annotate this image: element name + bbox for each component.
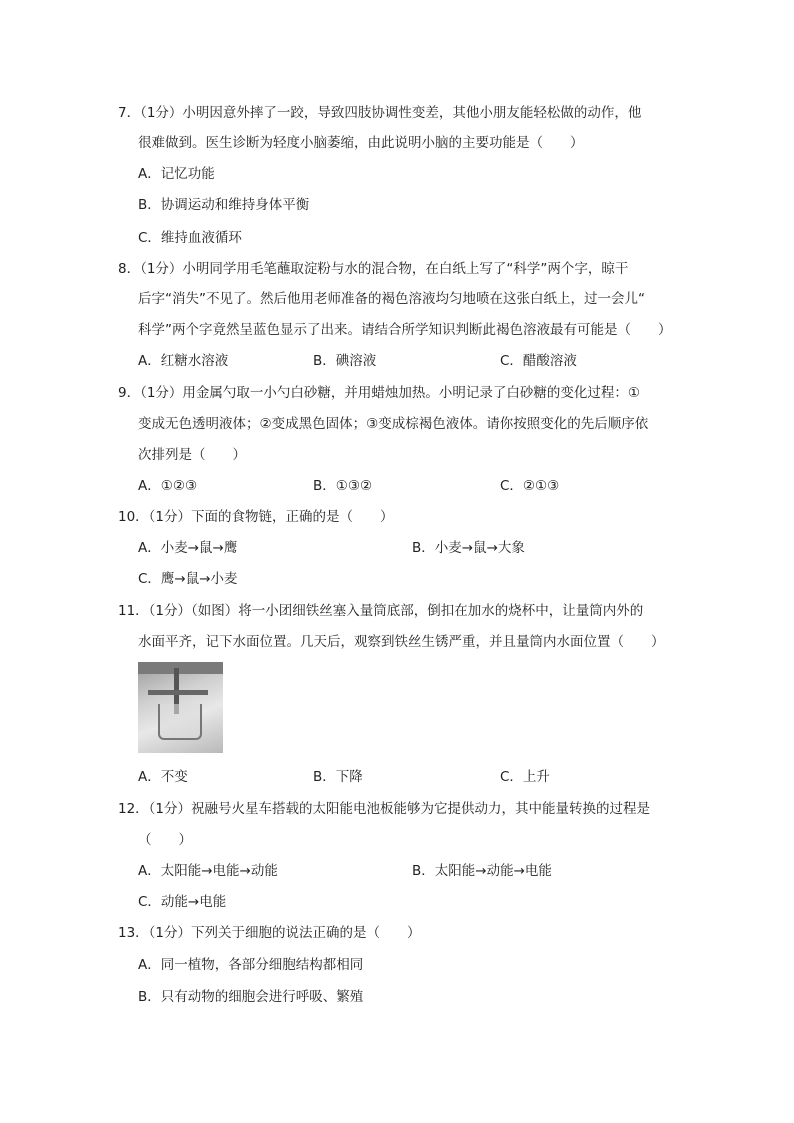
q12-option-c: C．动能→电能 xyxy=(138,894,227,910)
q7-stem-line1: 7．（1分）小明因意外摔了一跤，导致四肢协调性变差，其他小朋友能轻松做的动作，他 xyxy=(118,105,642,121)
q9-stem-line3: 次排列是（ ） xyxy=(138,447,246,463)
q13-option-b: B．只有动物的细胞会进行呼吸、繁殖 xyxy=(138,989,364,1005)
q11-option-a: A．不变 xyxy=(138,769,188,785)
q7-stem-line2: 很难做到。医生诊断为轻度小脑萎缩，由此说明小脑的主要功能是（ ） xyxy=(138,135,584,151)
q8-option-c: C．醋酸溶液 xyxy=(500,353,577,369)
q8-stem-line1: 8．（1分）小明同学用毛笔蘸取淀粉与水的混合物，在白纸上写了“科学”两个字，晾干 xyxy=(118,261,629,277)
q10-stem-line1: 10．（1分）下面的食物链，正确的是（ ） xyxy=(118,509,394,525)
q8-option-a: A．红糖水溶液 xyxy=(138,353,229,369)
q11-stem-line1: 11．（1分）（如图）将一小团细铁丝塞入量筒底部，倒扣在加水的烧杯中，让量筒内外的 xyxy=(118,603,644,619)
q9-option-b: B．①③② xyxy=(313,478,373,494)
q7-option-c: C．维持血液循环 xyxy=(138,230,242,246)
q12-option-a: A．太阳能→电能→动能 xyxy=(138,863,278,879)
q7-option-b: B．协调运动和维持身体平衡 xyxy=(138,197,310,213)
q9-option-c: C．②①③ xyxy=(500,478,560,494)
q12-stem-line2: （ ） xyxy=(138,832,192,848)
photo-background xyxy=(138,662,223,674)
q12-stem-line1: 12．（1分）祝融号火星车搭载的太阳能电池板能够为它提供动力，其中能量转换的过程是 xyxy=(118,801,651,817)
q8-stem-line3: 科学”两个字竟然呈蓝色显示了出来。请结合所学知识判断此褐色溶液最有可能是（ ） xyxy=(138,322,672,338)
q11-stem-line2: 水面平齐，记下水面位置。几天后，观察到铁丝生锈严重，并且量筒内水面位置（ ） xyxy=(138,634,665,650)
q8-option-b: B．碘溶液 xyxy=(313,353,377,369)
q10-option-a: A．小麦→鼠→鹰 xyxy=(138,540,238,556)
q9-option-a: A．①②③ xyxy=(138,478,198,494)
q11-option-b: B．下降 xyxy=(313,769,363,785)
q11-option-c: C．上升 xyxy=(500,769,550,785)
photo-clamp xyxy=(148,690,208,695)
q13-option-a: A．同一植物，各部分细胞结构都相同 xyxy=(138,957,364,973)
q13-stem-line1: 13．（1分）下列关于细胞的说法正确的是（ ） xyxy=(118,925,421,941)
q12-option-b: B．太阳能→动能→电能 xyxy=(412,863,552,879)
q9-stem-line2: 变成无色透明液体；②变成黑色固体；③变成棕褐色液体。请你按照变化的先后顺序依 xyxy=(138,416,649,432)
q7-option-a: A．记忆功能 xyxy=(138,166,215,182)
experiment-photo xyxy=(138,662,223,753)
q10-option-b: B．小麦→鼠→大象 xyxy=(412,540,525,556)
q8-stem-line2: 后字“消失”不见了。然后他用老师准备的褐色溶液均匀地喷在这张白纸上，过一会儿“ xyxy=(138,291,645,307)
q9-stem-line1: 9．（1分）用金属勺取一小勺白砂糖，并用蜡烛加热。小明记录了白砂糖的变化过程：① xyxy=(118,385,641,401)
photo-beaker xyxy=(158,704,202,740)
q10-option-c: C．鹰→鼠→小麦 xyxy=(138,571,238,587)
